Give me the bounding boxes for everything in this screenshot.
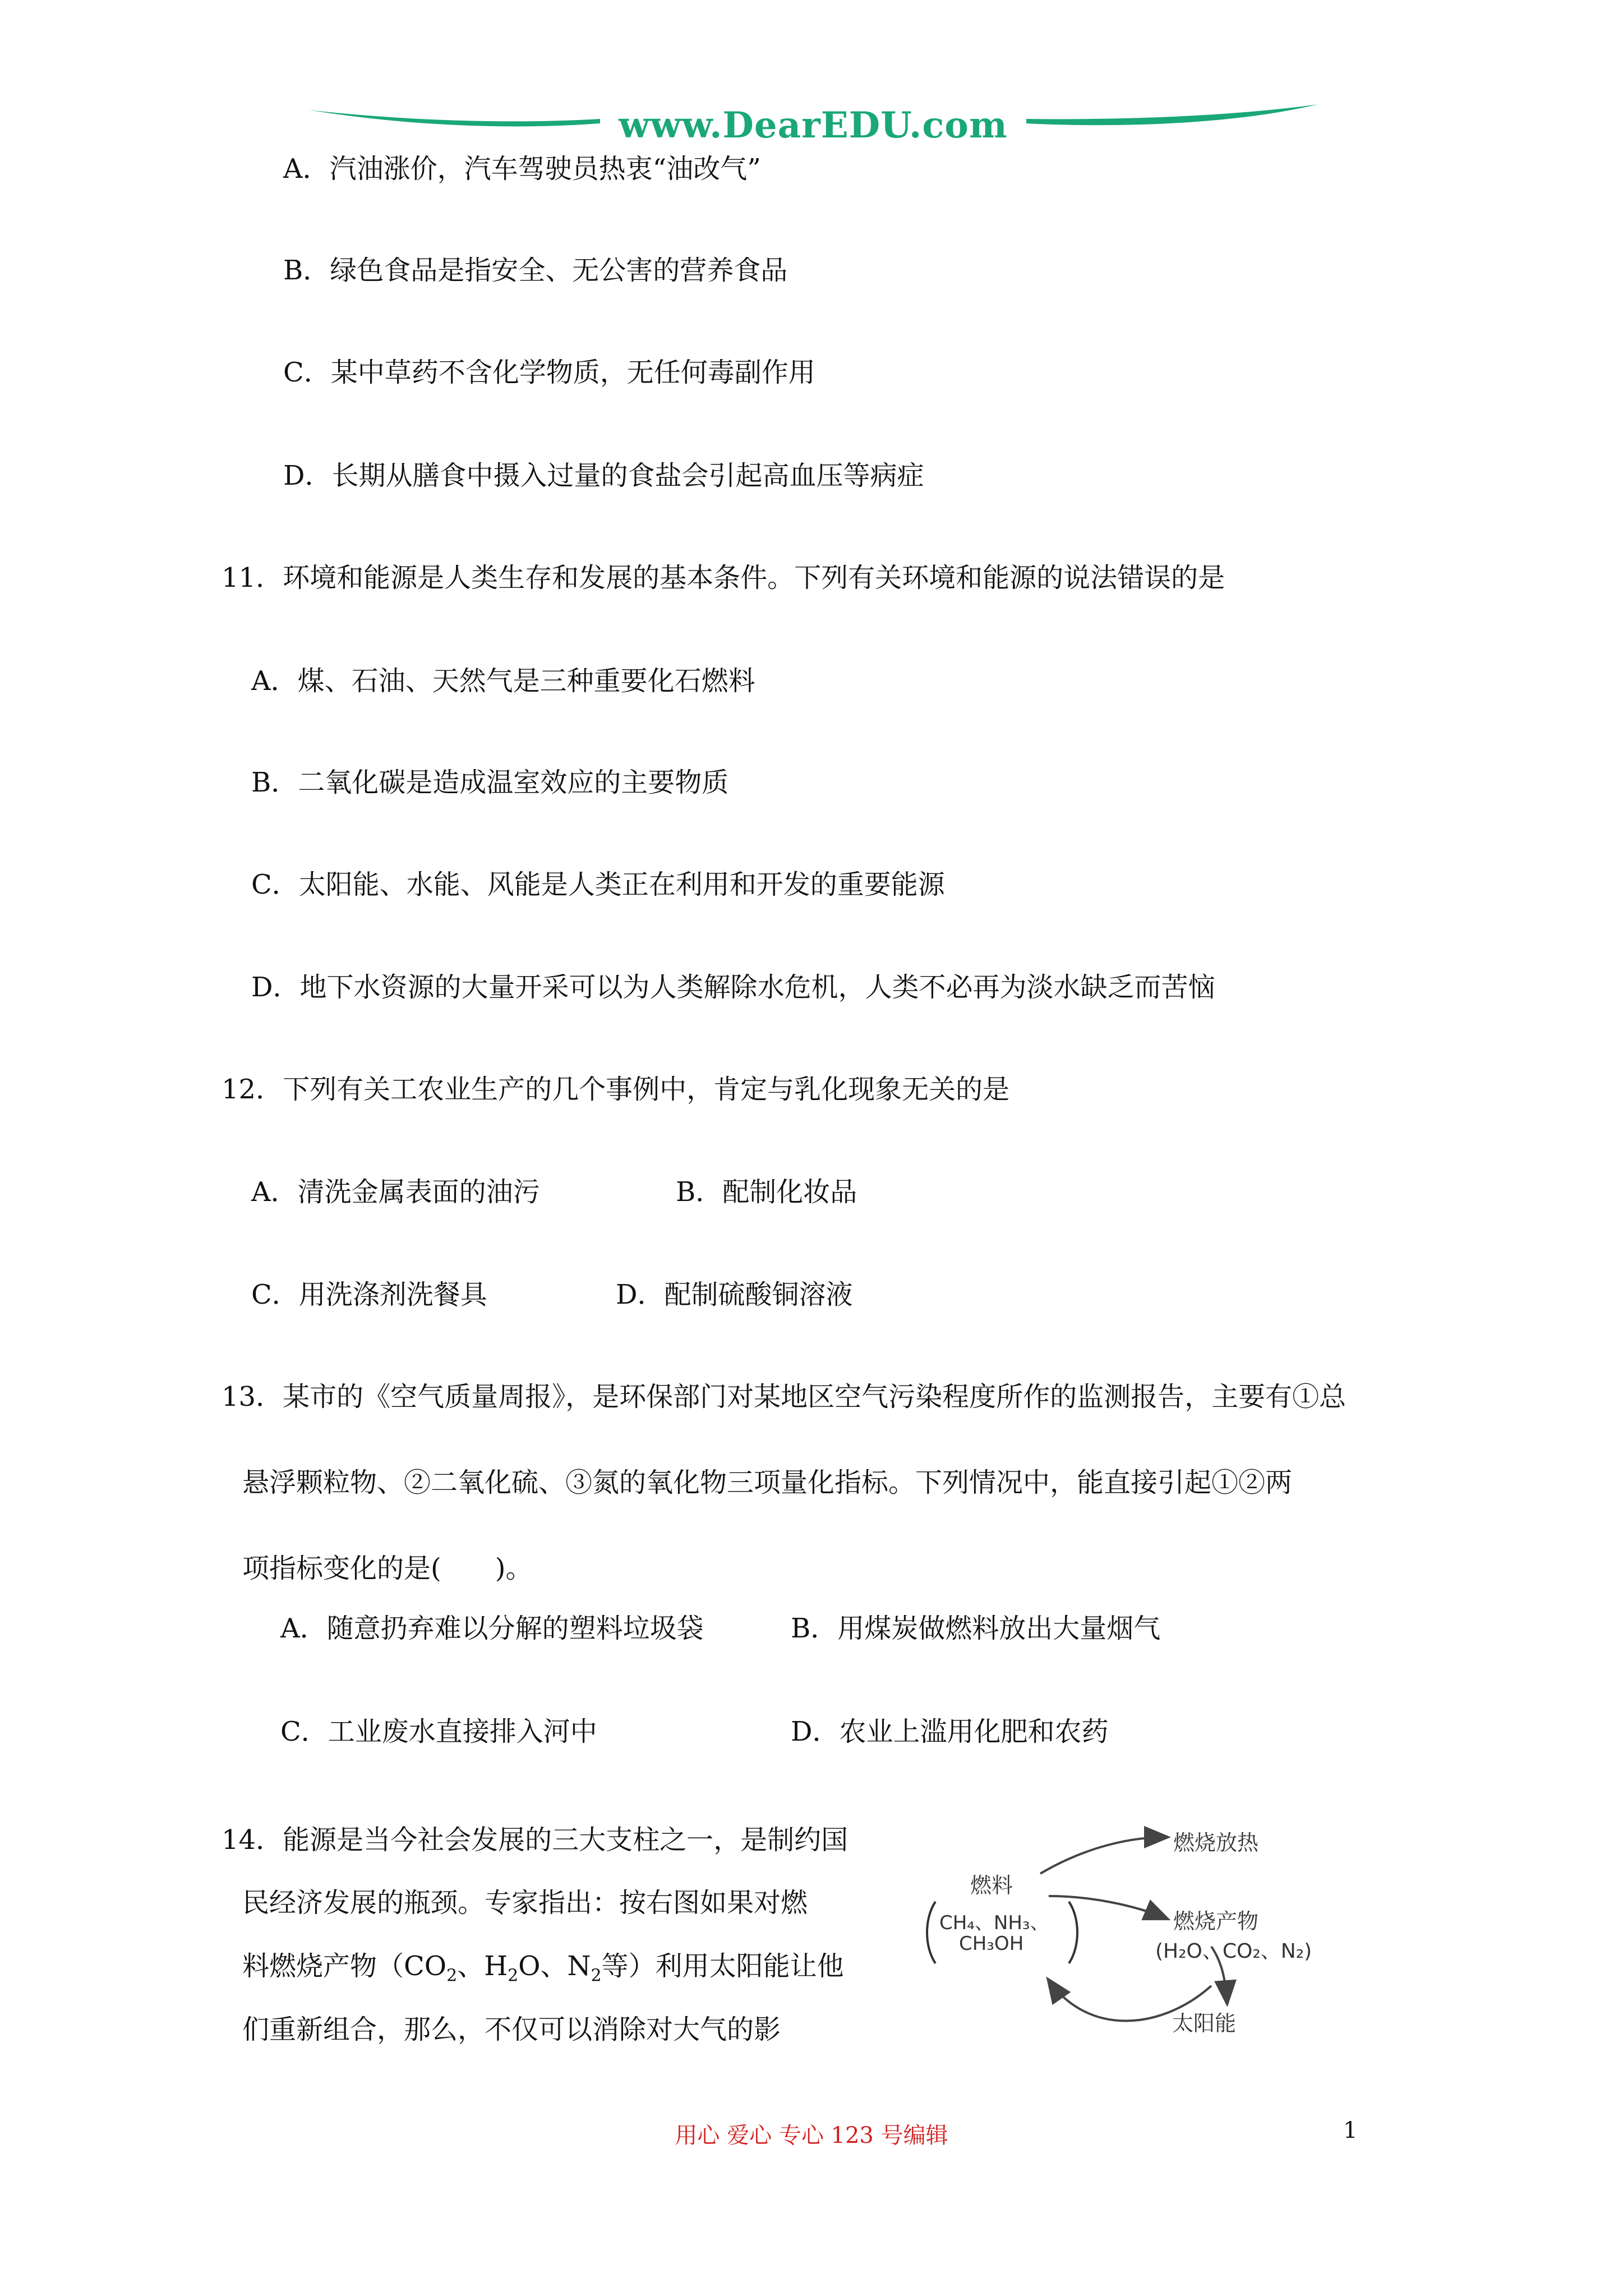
q13-option-a: A．随意扔弃难以分解的塑料垃圾袋 [280,1613,704,1644]
q14-stem-line-1: 14．能源是当今社会发展的三大支柱之一，是制约国 [222,1824,849,1856]
q10-option-b: B．绿色食品是指安全、无公害的营养食品 [283,255,788,286]
q13-stem-line-2: 悬浮颗粒物、②二氧化硫、③氮的氧化物三项量化指标。下列情况中，能直接引起①②两 [242,1467,1293,1498]
q12-option-a: A．清洗金属表面的油污 [251,1176,540,1208]
site-header-banner [308,100,1318,150]
diagram-heat-label: 燃烧放热 [1173,1830,1259,1855]
diagram-fuel-label: 燃料 [970,1873,1013,1898]
q13-stem-line-1: 13．某市的《空气质量周报》，是环保部门对某地区空气污染程度所作的监测报告，主要有①总 [222,1381,1347,1412]
energy-cycle-diagram [920,1812,1357,2047]
q11-option-d: D．地下水资源的大量开采可以为人类解除水危机，人类不必再为淡水缺乏而苦恼 [251,972,1215,1003]
diagram-fuel-formula-1: CH₄、NH₃、 [939,1912,1049,1934]
q10-option-d: D．长期从膳食中摄入过量的食盐会引起高血压等病症 [283,460,924,491]
q14-stem-line-4: 们重新组合，那么，不仅可以消除对大气的影 [242,2014,781,2045]
diagram-products-label: 燃烧产物 [1173,1909,1259,1934]
q10-option-a: A．汽油涨价，汽车驾驶员热衷“油改气” [283,153,761,185]
page-number: 1 [1343,2118,1358,2143]
diagram-solar-label: 太阳能 [1172,2011,1237,2036]
q10-option-c: C．某中草药不含化学物质，无任何毒副作用 [283,357,815,388]
q13-option-b: B．用煤炭做燃料放出大量烟气 [791,1613,1161,1644]
q11-option-a: A．煤、石油、天然气是三种重要化石燃料 [251,665,755,697]
q12-option-d: D．配制硫酸铜溶液 [616,1279,853,1310]
page-footer: 用心 爱心 专心 123 号编辑 [675,2123,948,2148]
q13-option-c: C．工业废水直接排入河中 [280,1716,597,1747]
q12-stem: 12．下列有关工农业生产的几个事例中，肯定与乳化现象无关的是 [222,1074,1010,1105]
q12-option-c: C．用洗涤剂洗餐具 [251,1279,487,1310]
q12-option-b: B．配制化妆品 [676,1176,857,1208]
q11-option-c: C．太阳能、水能、风能是人类正在利用和开发的重要能源 [251,869,945,900]
q13-option-d: D．农业上滥用化肥和农药 [791,1716,1109,1747]
site-url: www.DearEDU.com [619,104,1008,146]
q14-stem-line-2: 民经济发展的瓶颈。专家指出：按右图如果对燃 [242,1887,808,1918]
q11-stem: 11．环境和能源是人类生存和发展的基本条件。下列有关环境和能源的说法错误的是 [222,562,1225,593]
q13-stem-line-3: 项指标变化的是( )。 [242,1553,533,1584]
q11-option-b: B．二氧化碳是造成温室效应的主要物质 [251,767,729,798]
diagram-products-formula: (H₂O、CO₂、N₂) [1155,1940,1312,1963]
q14-stem-line-3: 料燃烧产物（$CO_2$、$H_2O$、$N_2$等）利用太阳能让他 [242,1950,844,1986]
diagram-fuel-formula-2: CH₃OH [959,1932,1024,1955]
